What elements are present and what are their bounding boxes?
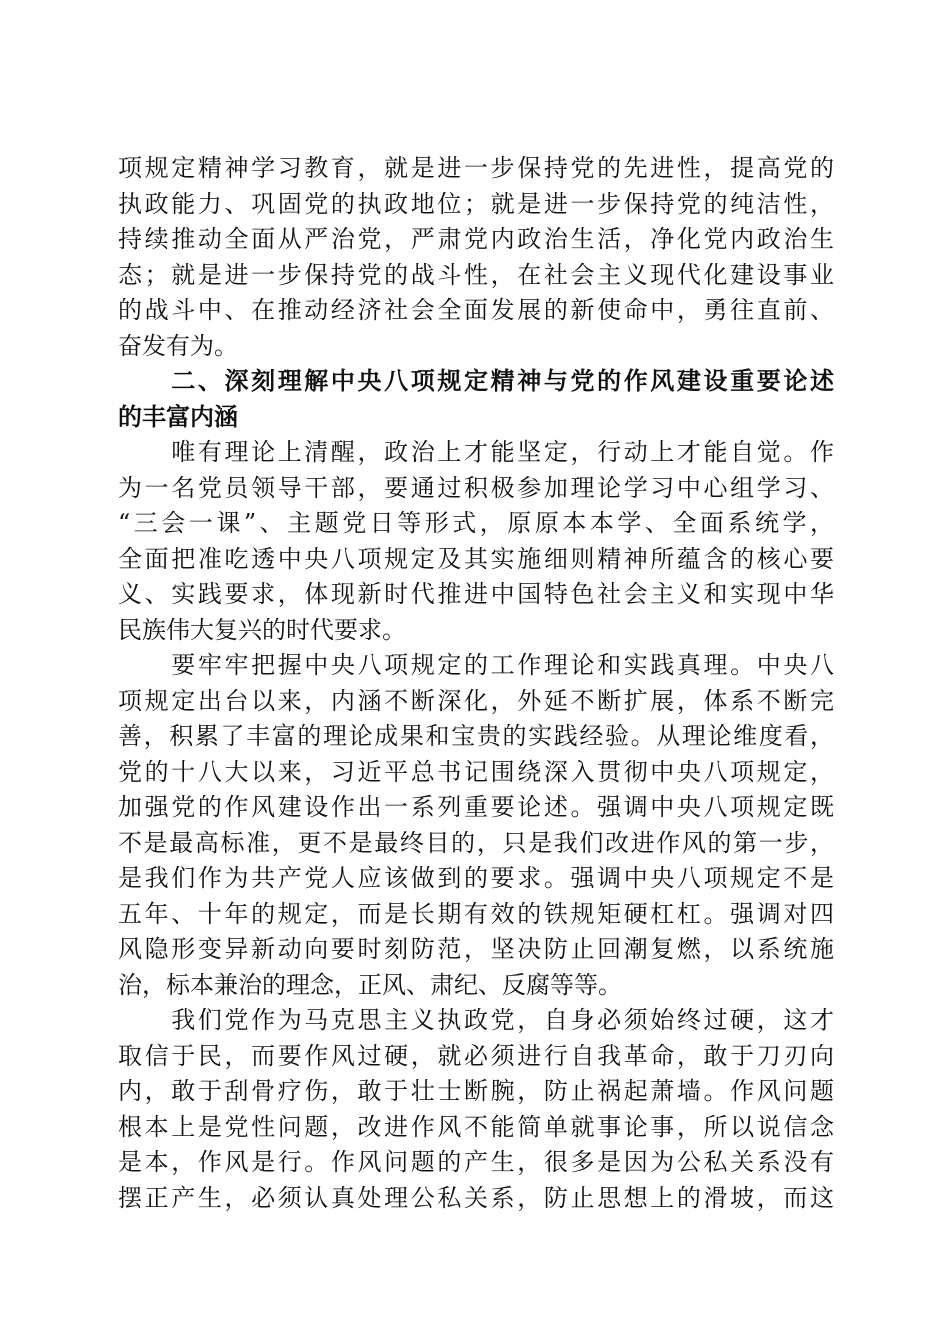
text-line: 摆正产生，必须认真处理公私关系，防止思想上的滑坡，而这 xyxy=(118,1183,834,1212)
text-line: 是我们作为共产党人应该做到的要求。强调中央八项规定不是 xyxy=(118,864,834,892)
text-line: 不是最高标准，更不是最终目的，只是我们改进作风的第一步， xyxy=(118,828,834,857)
text-line: 态；就是进一步保持党的战斗性，在社会主义现代化建设事业 xyxy=(118,260,834,289)
text-line: 持续推动全面从严治党，严肃党内政治生活，净化党内政治生 xyxy=(118,225,834,253)
text-line: 民族伟大复兴的时代要求。 xyxy=(118,615,406,644)
text-line: 治，标本兼治的理念，正风、肃纪、反腐等等。 xyxy=(118,970,622,999)
text-line: 要牢牢把握中央八项规定的工作理论和实践真理。中央八 xyxy=(118,651,834,679)
text-line: 善，积累了丰富的理论成果和宝贵的实践经验。从理论维度看， xyxy=(118,722,834,750)
text-line: 执政能力、巩固党的执政地位；就是进一步保持党的纯洁性， xyxy=(118,189,834,218)
text-line: 五年、十年的规定，而是长期有效的铁规矩硬杠杠。强调对四 xyxy=(118,899,834,928)
text-line: 的战斗中、在推动经济社会全面发展的新使命中，勇往直前、 xyxy=(118,296,834,324)
section-heading-2 xyxy=(118,364,834,435)
text-line: 义、实践要求，体现新时代推进中国特色社会主义和实现中华 xyxy=(118,580,834,608)
text-line: 唯有理论上清醒，政治上才能坚定，行动上才能自觉。作 xyxy=(118,438,834,466)
paragraph-4 xyxy=(118,1003,834,1216)
text-line: “三会一课”、主题党日等形式，原原本本学、全面系统学， xyxy=(118,509,834,537)
text-line: 全面把准吃透中央八项规定及其实施细则精神所蕴含的核心要 xyxy=(118,544,834,573)
text-line: 加强党的作风建设作出一系列重要论述。强调中央八项规定既 xyxy=(118,793,834,821)
text-line: 党的十八大以来，习近平总书记围绕深入贯彻中央八项规定， xyxy=(118,757,834,786)
text-line: 是本，作风是行。作风问题的产生，很多是因为公私关系没有 xyxy=(118,1148,834,1176)
heading-line: 的丰富内涵 xyxy=(118,402,238,431)
text-line: 我们党作为马克思主义执政党，自身必须始终过硬，这才 xyxy=(118,1006,834,1034)
paragraph-3 xyxy=(118,648,834,1003)
paragraph-2 xyxy=(118,435,834,648)
text-line: 项规定出台以来，内涵不断深化，外延不断扩展，体系不断完 xyxy=(118,686,834,715)
paragraph-1 xyxy=(118,151,834,364)
text-line: 奋发有为。 xyxy=(118,331,238,360)
text-line: 风隐形变异新动向要时刻防范，坚决防止回潮复燃，以系统施 xyxy=(118,935,834,963)
heading-line: 二、深刻理解中央八项规定精神与党的作风建设重要论述 xyxy=(118,367,834,395)
document-page xyxy=(118,151,834,1216)
text-line: 取信于民，而要作风过硬，就必须进行自我革命，敢于刀刃向 xyxy=(118,1041,834,1070)
text-line: 内，敢于刮骨疗伤，敢于壮士断腕，防止祸起萧墙。作风问题 xyxy=(118,1077,834,1105)
text-line: 为一名党员领导干部，要通过积极参加理论学习中心组学习、 xyxy=(118,473,834,502)
text-line: 根本上是党性问题，改进作风不能简单就事论事，所以说信念 xyxy=(118,1112,834,1141)
text-line: 项规定精神学习教育，就是进一步保持党的先进性，提高党的 xyxy=(118,154,834,182)
